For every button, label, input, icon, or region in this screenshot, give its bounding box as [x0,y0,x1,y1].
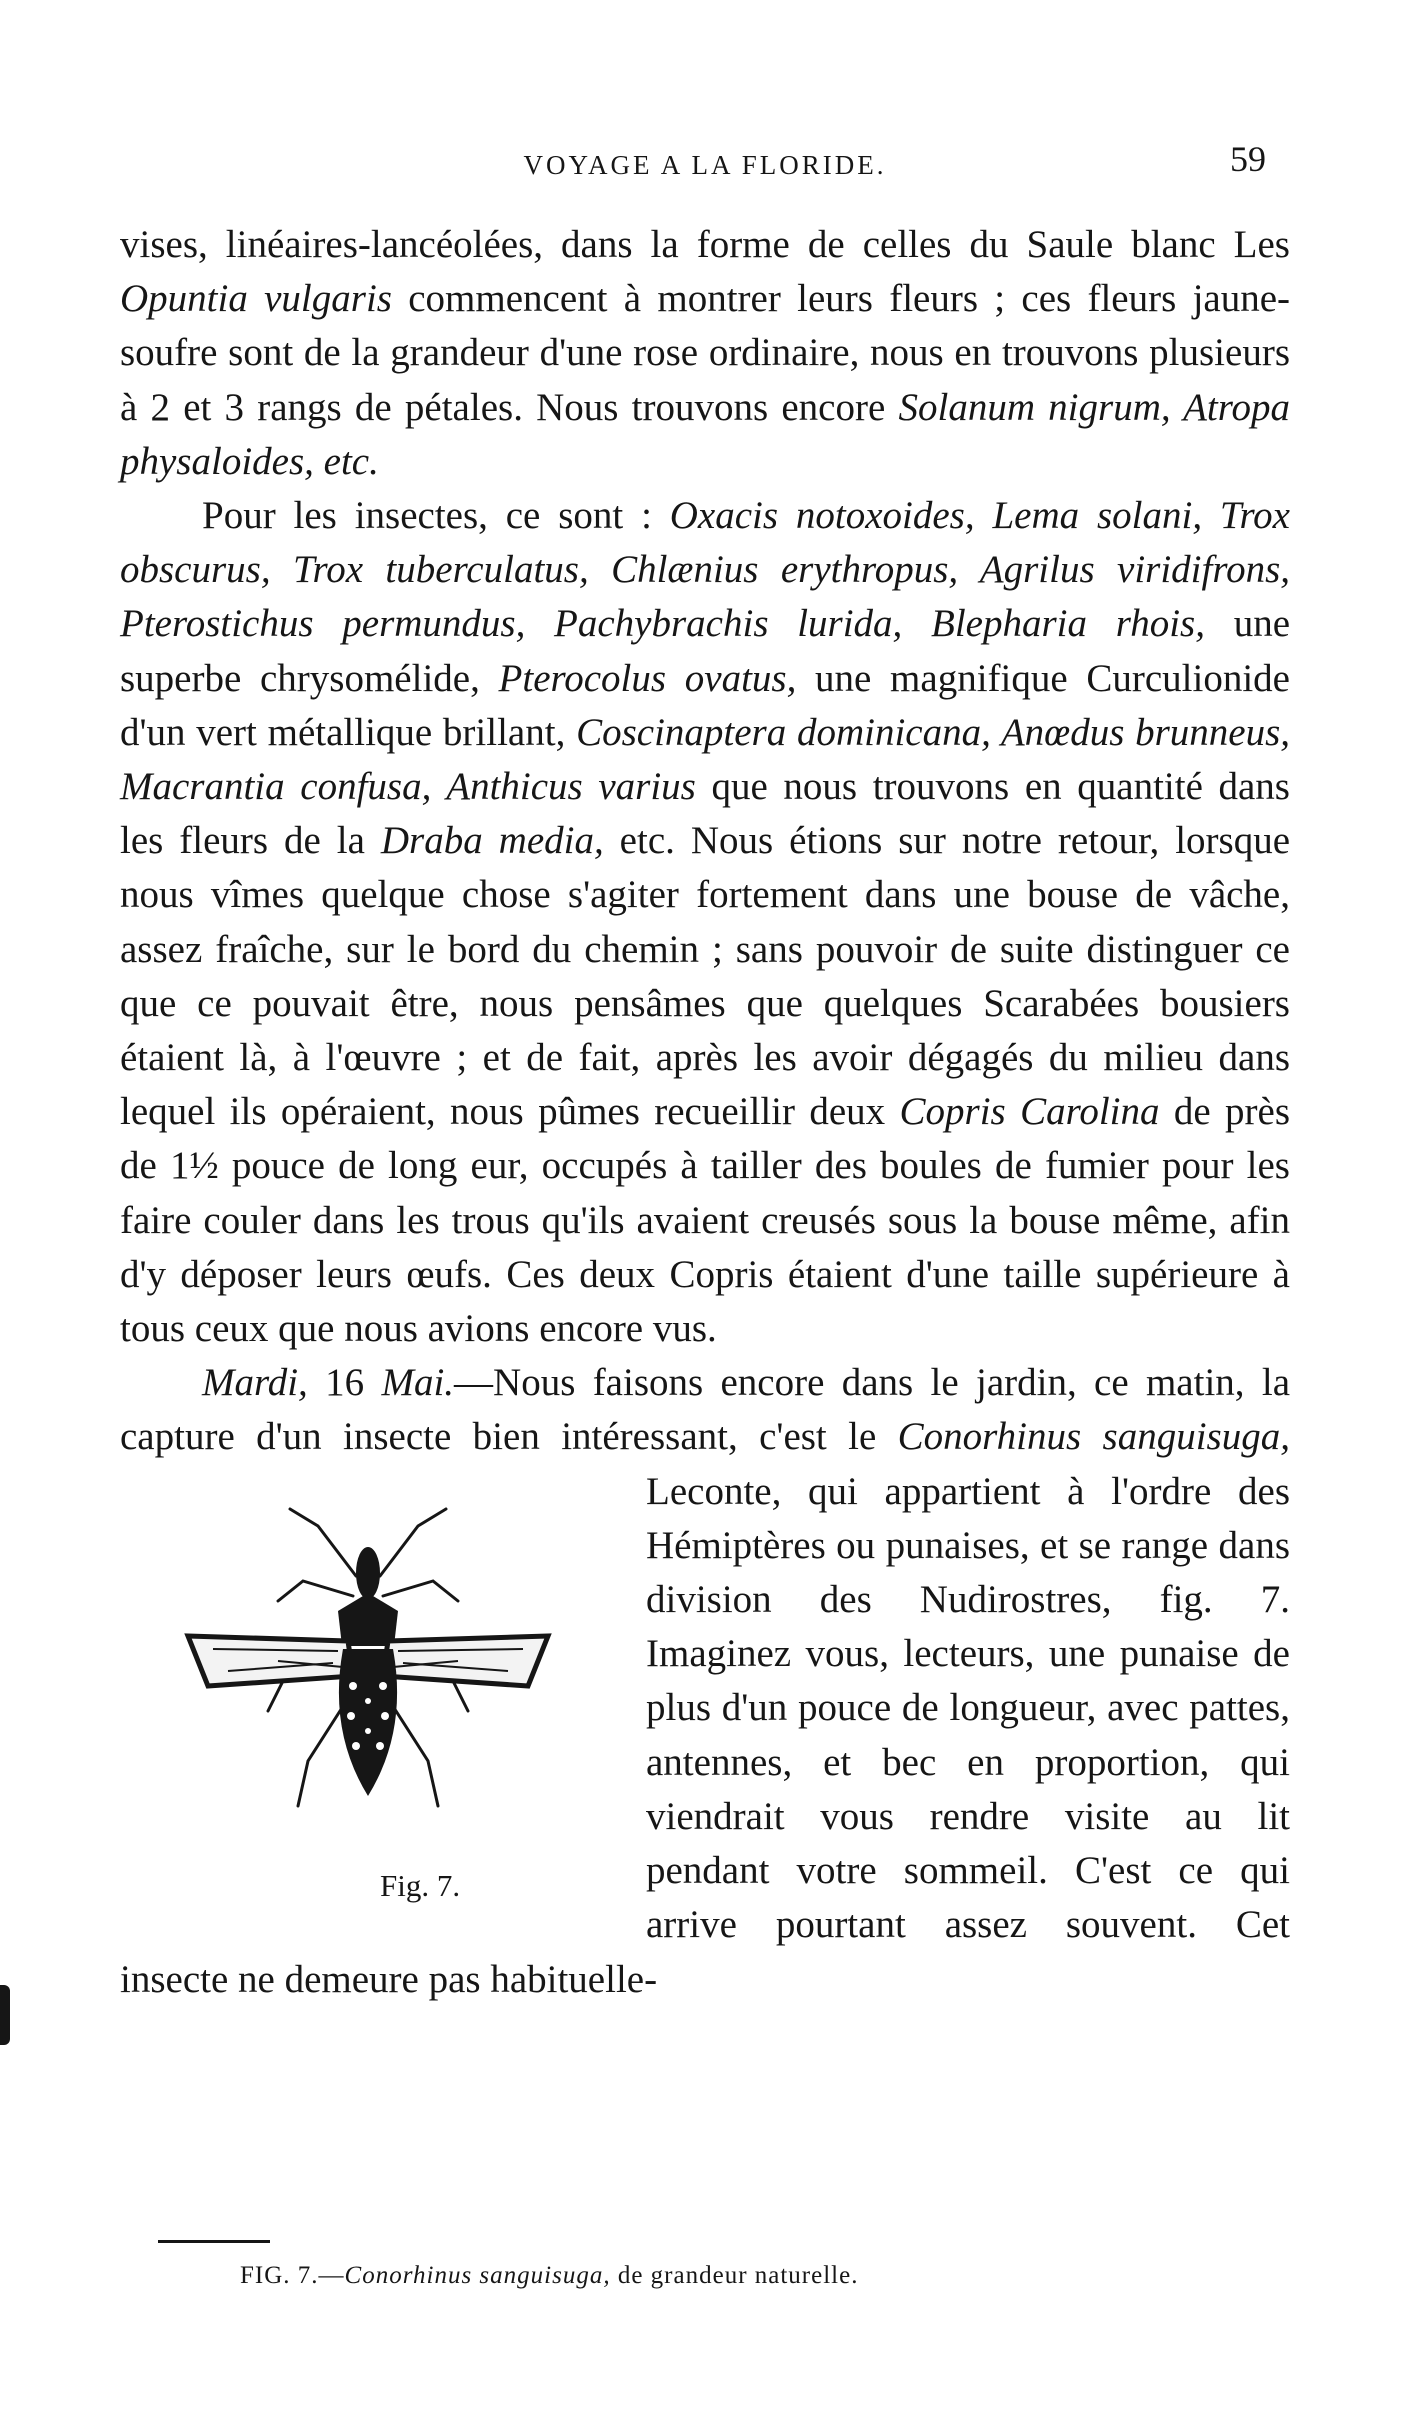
species-list: Oxacis notoxoides, Lema solani, Trox obscurus, Trox tuberculatus, Chlænius erythropus, Agrilus viridifrons, Pterostichus permundus, Pachybrachis lurida, Blepharia rhois, [120,494,1290,646]
text-run: commencent à montrer leurs fleurs ; ces fleurs jaune-soufre sont de la grandeur d'une rose ordinaire, nous en trouvons plusieurs à 2 et 3 rangs de pétales. Nous trouvons encore [120,277,1291,429]
page-number: 59 [1230,139,1266,179]
species-name: Solanum nigrum, Atropa physaloides, etc. [120,385,1290,483]
species-name: Copris Carolina [899,1090,1160,1134]
text-run: une magnifique Curculionide d'un vert métallique brillant, [120,656,1290,754]
species-name: Draba media, [380,819,604,863]
scan-edge-mark [0,1985,10,2045]
text-run: etc. Nous étions sur notre retour, lorsque nous vîmes quelque chose s'agiter fortement dans une bouse de vâche, assez fraîche, sur le bord du chemin ; sans pouvoir de suite distinguer ce que ce pouvait être, nous pensâmes que quelques Scarabées bousiers étaient là, à l'œuvre ; et de fait, après les avoir dégagés du milieu dans lequel ils opéraient, nous pûmes recueillir deux [120,819,1291,1134]
footnote-species: Conorhinus sanguisuga, [344,2262,611,2289]
text-run: que nous trouvons en quantité dans les fleurs de la [120,765,1290,863]
conorhinus-insect-illustration [168,1471,588,1841]
footnote-prefix: FIG. 7.— [240,2262,345,2289]
paragraph-3 [120,1356,1290,2006]
footnote-suffix: de grandeur naturelle. [610,2262,859,2289]
text-run: Pour les insectes, ce sont : [202,494,670,538]
footnote-rule [158,2240,270,2243]
figure-7 [148,1471,618,1911]
date-day: Mardi, [202,1361,308,1405]
text-run: 16 [307,1361,382,1405]
species-name: Opuntia vulgaris [120,277,392,321]
text-run: de près de 1½ pouce de long eur, occupés à tailler des boules de fumier pour les faire couler dans les trous qu'ils avaient creusés sous la bouse même, afin d'y déposer leurs œufs. Ces deux Copris étaient d'une taille supérieure à tous ceux que nous avions encore vus. [120,1090,1290,1351]
running-head [120,138,1290,188]
text-run: vises, linéaires-lancéolées, dans la forme de celles du Saule blanc Les [120,223,1290,266]
figure-label: Fig. 7. [380,1867,461,1903]
species-name: Pterocolus ovatus, [498,656,797,700]
paragraph-2 [120,489,1290,1356]
species-name: Conorhinus sanguisuga, [897,1415,1290,1459]
date-month: Mai. [381,1361,455,1405]
footnote [240,2262,858,2290]
text-run: une superbe chrysomélide, [120,602,1290,700]
paragraph-1 [120,218,1290,489]
species-list: Coscinaptera dominicana, Anœdus brunneus, Macrantia confusa, Anthicus varius [120,710,1291,809]
running-title: VOYAGE A LA FLORIDE. [523,150,887,180]
body-text [120,218,1290,2007]
text-run: —Nous faisons encore dans le jardin, ce matin, la capture d'un insecte bien intéressant, c'est le [120,1361,1290,1459]
text-run: Leconte, qui appartient à l'ordre des Hémiptères ou punaises, et se range dans division des Nudirostres, fig. 7. Imaginez vous, lecteurs, une punaise de plus d'un pouce de longueur, avec pattes, antennes, et bec en proportion, qui viendrait vous rendre visite au lit pendant votre sommeil. C'est ce qui arrive pourtant assez souvent. Cet insecte ne demeure pas habituelle- [120,1469,1290,2001]
